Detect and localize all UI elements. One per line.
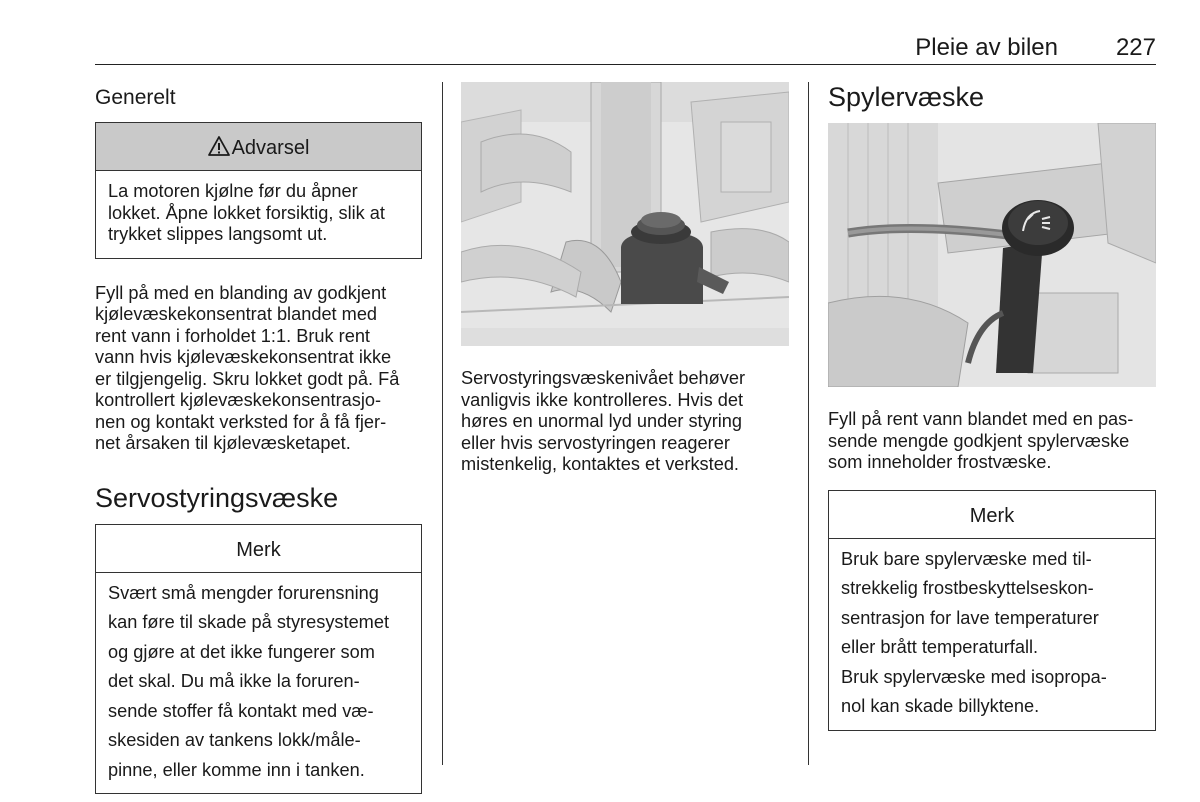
text-line: eller brått temperaturfall. — [841, 637, 1039, 657]
column-3 — [828, 82, 1156, 731]
text-line: net årsaken til kjølevæsketapet. — [95, 433, 351, 453]
warning-text: La motoren kjølne før du åpner lokket. Åpne lokket forsiktig, slik at trykket slippes langsomt ut. — [108, 181, 385, 244]
text-line: sende mengde godkjent spylervæske — [828, 430, 1130, 451]
text-line: er tilgjengelig. Skru lokket godt på. Få — [95, 368, 400, 389]
warning-title-text: Advarsel — [231, 137, 310, 159]
text-line: vann hvis kjølevæskekonsentrat ikke — [95, 347, 392, 367]
column-divider — [808, 82, 809, 765]
power-steering-paragraph — [461, 368, 789, 476]
warning-body — [96, 171, 421, 258]
text-line: vanligvis ikke kontrolleres. Hvis det — [461, 389, 744, 410]
text-line: sende stoffer få kontakt med væ- — [108, 700, 374, 721]
note-box — [95, 524, 422, 795]
column-1 — [95, 82, 422, 794]
note-title: Merk — [829, 491, 1155, 539]
section-title: Pleie av bilen — [915, 34, 1058, 61]
page-number: 227 — [1115, 34, 1156, 61]
page-header — [95, 32, 1156, 65]
text-line: det skal. Du må ikke la foruren- — [108, 671, 360, 691]
text-line: Fyll på med en blanding av godkjent — [95, 282, 387, 303]
text-line: strekkelig frostbeskyttelseskon- — [841, 578, 1094, 598]
washer-reservoir-photo — [828, 123, 1156, 387]
heading-servostyringsvaeske: Servostyringsvæske — [95, 482, 339, 513]
text-line: skesiden av tankens lokk/måle- — [108, 730, 361, 750]
text-line: sentrasjon for lave temperaturer — [841, 607, 1099, 628]
note-paragraph-2 — [841, 667, 1143, 718]
text-line: Fyll på rent vann blandet med en pas- — [828, 409, 1134, 429]
text-line: Servostyringsvæskenivået behøver — [461, 368, 746, 388]
text-line: kan føre til skade på styresystemet — [108, 612, 390, 632]
heading-spylervaeske: Spylervæske — [828, 82, 985, 112]
text-line: som inneholder frostvæske. — [828, 452, 1052, 472]
note-body — [96, 573, 421, 794]
text-line: kjølevæskekonsentrat blandet med — [95, 304, 378, 324]
text-line: pinne, eller komme inn i tanken. — [108, 759, 365, 780]
column-2 — [461, 82, 789, 476]
text-line: eller hvis servostyringen reagerer — [461, 432, 730, 453]
note-box — [828, 490, 1156, 731]
column-divider — [442, 82, 443, 765]
text-line: nen og kontakt verksted for å få fjer- — [95, 411, 387, 432]
text-line: og gjøre at det ikke fungerer som — [108, 641, 375, 662]
text-line: kontrollert kjølevæskekonsentrasjo- — [95, 390, 382, 410]
power-steering-reservoir-photo — [461, 82, 789, 346]
text-line: Svært små mengder forurensning — [108, 582, 379, 603]
text-line: mistenkelig, kontaktes et verksted. — [461, 454, 739, 474]
text-line: høres en unormal lyd under styring — [461, 411, 743, 431]
warning-box — [95, 122, 422, 259]
coolant-paragraph — [95, 283, 422, 455]
note-title: Merk — [96, 525, 421, 573]
text-line: Bruk spylervæske med isopropa- — [841, 666, 1107, 687]
text-line: nol kan skade billyktene. — [841, 696, 1040, 716]
text-line: rent vann i forholdet 1:1. Bruk rent — [95, 325, 370, 346]
washer-paragraph — [828, 409, 1156, 474]
warning-title — [96, 123, 421, 171]
subheading-generelt: Generelt — [95, 86, 176, 109]
note-body — [829, 539, 1155, 730]
note-paragraph-1 — [841, 549, 1143, 659]
text-line: Bruk bare spylervæske med til- — [841, 548, 1092, 569]
warning-triangle-icon — [208, 136, 230, 156]
